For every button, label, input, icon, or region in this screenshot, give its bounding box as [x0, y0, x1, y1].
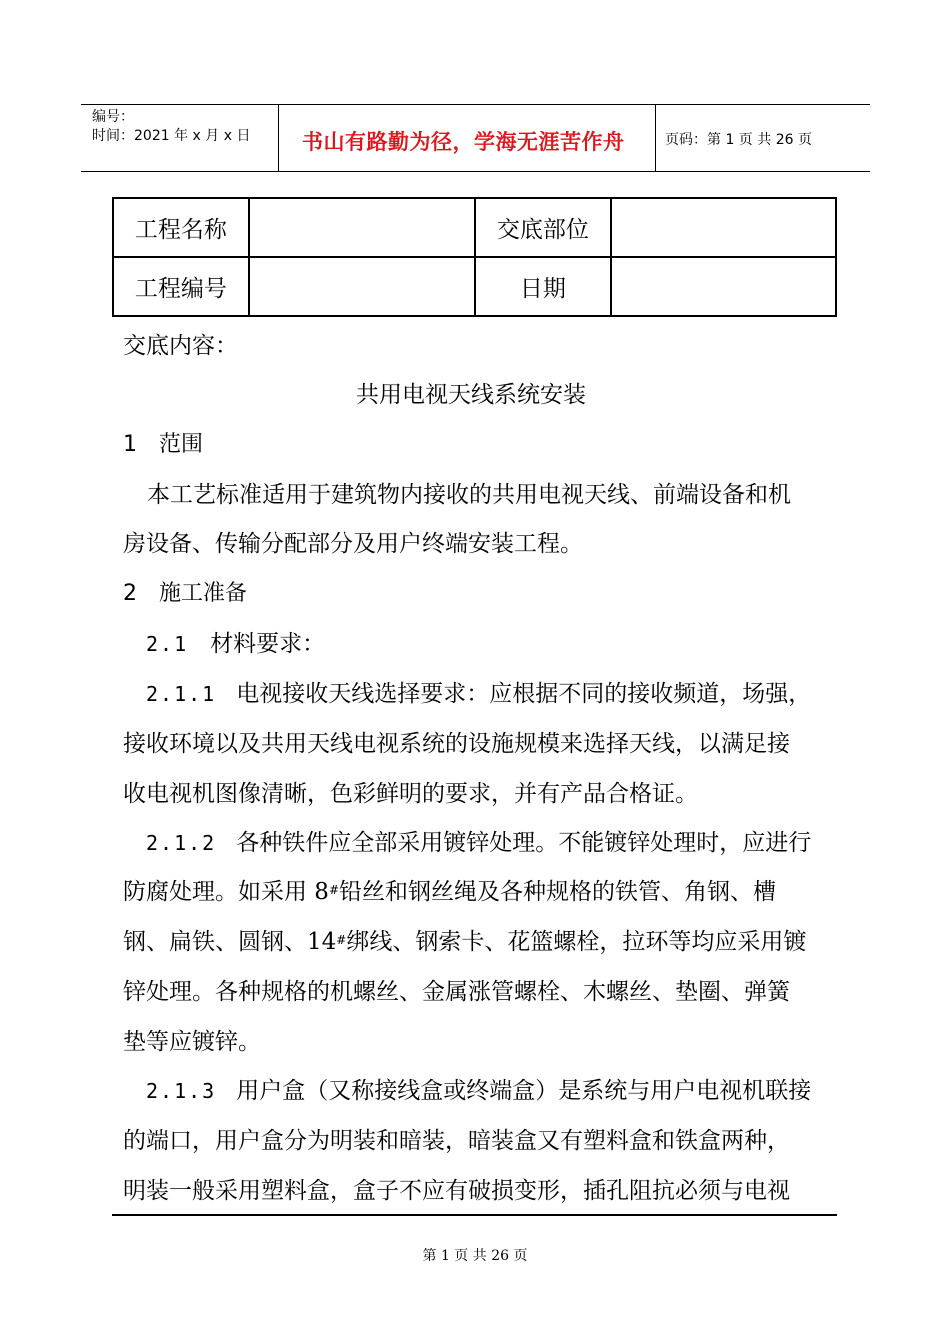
footer-rule — [112, 1214, 837, 1216]
paragraph-text: 绑线、钢索卡、花篮螺栓，拉环等均应采用镀 — [346, 929, 807, 955]
paragraph-line: 房设备、传输分配部分及用户终端安装工程。 — [123, 531, 583, 557]
date-value — [611, 257, 836, 316]
time-label: 时间：2021 年 x 月 x 日 — [92, 128, 251, 144]
section-number: 1 — [123, 432, 137, 457]
section-2-heading — [123, 580, 247, 608]
paragraph-text: 铅丝和钢丝绳及各种规格的铁管、角钢、槽 — [339, 879, 777, 905]
paragraph-line — [123, 928, 806, 956]
paragraph-text: 防腐处理。如采用 8 — [123, 879, 329, 905]
section-title: 施工准备 — [159, 581, 248, 606]
clause-number: 2.1.3 — [146, 1079, 217, 1103]
paragraph-line: 明装一般采用塑料盒，盒子不应有破损变形，插孔阻抗必须与电视 — [123, 1178, 790, 1204]
table-row — [113, 198, 836, 257]
project-number-label: 工程编号 — [113, 257, 249, 316]
superscript: # — [336, 933, 347, 947]
clause-2-1-2-line — [146, 829, 811, 857]
paragraph-line: 本工艺标准适用于建筑物内接收的共用电视天线、前端设备和机 — [147, 482, 791, 508]
section-1-heading — [123, 431, 203, 459]
paragraph-text: 用户盒（又称接线盒或终端盒）是系统与用户电视机联接 — [236, 1078, 812, 1104]
superscript: # — [328, 883, 340, 897]
header-divider-right — [655, 104, 656, 172]
subsection-title: 材料要求： — [210, 631, 326, 657]
table-row — [113, 257, 836, 316]
header-bottom-rule — [81, 171, 870, 172]
paragraph-line: 垫等应镀锌。 — [123, 1029, 261, 1055]
header-top-rule — [81, 104, 870, 105]
page-footer: 第 1 页 共 26 页 — [422, 1248, 528, 1264]
clause-number: 2.1.1 — [146, 682, 217, 706]
project-name-value — [249, 198, 475, 257]
paragraph-line: 的端口，用户盒分为明装和暗装，暗装盒又有塑料盒和铁盒两种， — [123, 1128, 790, 1154]
paragraph-text: 各种铁件应全部采用镀锌处理。不能镀锌处理时，应进行 — [236, 830, 812, 856]
handover-part-label: 交底部位 — [475, 198, 611, 257]
handover-part-value — [611, 198, 836, 257]
clause-number: 2.1.2 — [146, 831, 217, 855]
subsection-2-1 — [146, 630, 325, 658]
document-title: 共用电视天线系统安装 — [356, 382, 586, 408]
section-number: 2 — [123, 581, 137, 606]
motto: 书山有路勤为径，学海无涯苦作舟 — [302, 130, 625, 154]
paragraph-line: 锌处理。各种规格的机螺丝、金属涨管螺栓、木螺丝、垫圈、弹簧 — [123, 979, 790, 1005]
project-name-label: 工程名称 — [113, 198, 249, 257]
info-table — [112, 197, 837, 317]
section-title: 范围 — [159, 432, 204, 457]
paragraph-line: 收电视机图像清晰，色彩鲜明的要求，并有产品合格证。 — [123, 781, 698, 807]
serial-label: 编号： — [92, 109, 134, 125]
subsection-number: 2.1 — [146, 632, 189, 656]
clause-2-1-1-line — [146, 680, 811, 708]
paragraph-line: 接收环境以及共用天线电视系统的设施规模来选择天线，以满足接 — [123, 731, 790, 757]
page-info: 页码：第 1 页 共 26 页 — [665, 132, 812, 148]
paragraph-line — [123, 878, 776, 906]
project-number-value — [249, 257, 475, 316]
date-label: 日期 — [475, 257, 611, 316]
content-label: 交底内容： — [123, 333, 238, 359]
clause-2-1-3-line — [146, 1077, 811, 1105]
paragraph-text: 钢、扁铁、圆钢、14 — [123, 929, 337, 955]
header-divider-left — [278, 104, 279, 172]
paragraph-text: 电视接收天线选择要求：应根据不同的接收频道，场强， — [236, 681, 812, 707]
